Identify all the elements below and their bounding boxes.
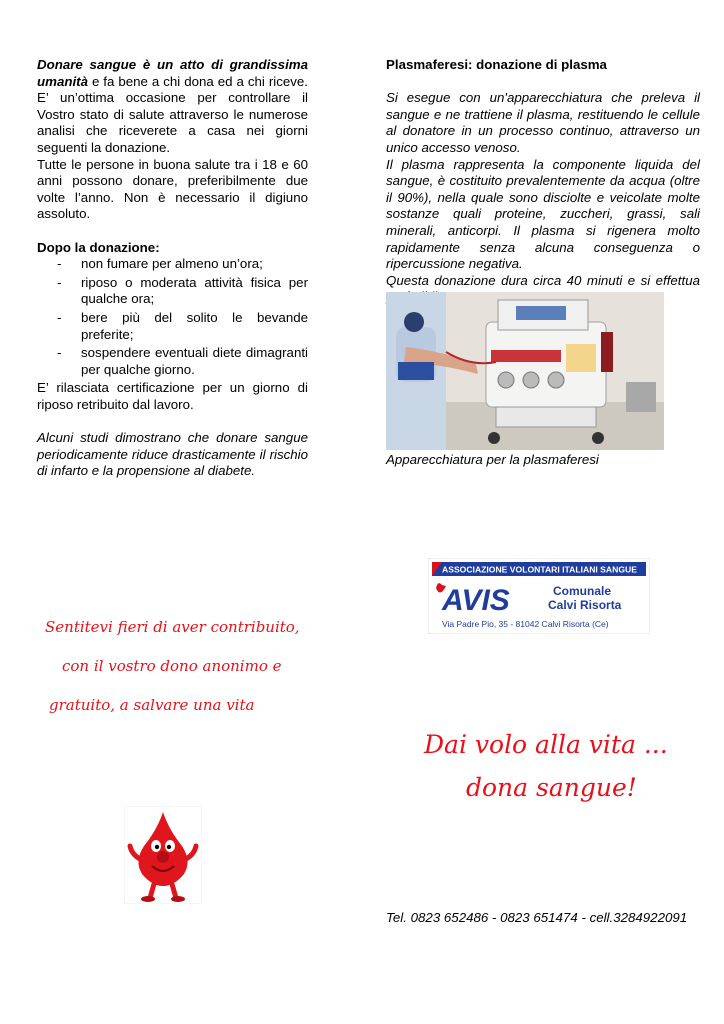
certification-paragraph: E’ rilasciata certificazione per un giorno di riposo retribuito dal lavoro. (37, 380, 308, 412)
list-item: - sospendere eventuali diete dimagranti per qualche giorno. (57, 345, 308, 377)
photo-caption: Apparecchiatura per la plasmaferesi (386, 452, 599, 467)
left-column (37, 57, 308, 480)
dash-bullet: - (57, 274, 62, 290)
blood-drop-mascot-image (124, 806, 202, 904)
avis-logo (428, 558, 650, 634)
logo-banner-text: ASSOCIAZIONE VOLONTARI ITALIANI SANGUE (442, 564, 637, 575)
dash-bullet: - (57, 345, 62, 361)
list-item: - non fumare per almeno un’ora; (57, 256, 263, 272)
plasma-heading: Plasmaferesi: donazione di plasma (386, 57, 607, 72)
plasma-paragraph-2: Il plasma rappresenta la componente liquida del sangue, è costituito prevalentemente da acqua (oltre il 90%), nella quale sono disciolte e veicolate molte sostanze quali proteine, zuccheri, grassi, sali minerali, anticorpi. Il plasma si rigenera molto rapidamente senza alcuna conseguenza o ripercussione negativa. (386, 156, 700, 272)
intro-text: e fa bene a chi dona ed a chi riceve. E’ un’ottima occasione per controllare il Vostro stato di salute attraverso le numerose analisi che riceverete a casa nei giorni seguenti la donazione. (37, 73, 308, 155)
eligibility-paragraph: Tutte le persone in buona salute tra i 18 e 60 anni possono donare, preferibilmente due volte l’anno. Non è necessario il digiuno assoluto. (37, 156, 308, 222)
logo-address: Via Padre Pio, 35 - 81042 Calvi Risorta (Ce) (442, 619, 609, 629)
intro-paragraph (37, 57, 308, 157)
logo-line2: Calvi Risorta (548, 598, 622, 612)
list-item: - riposo o moderata attività fisica per qualche ora; (57, 274, 308, 307)
contact-phones: Tel. 0823 652486 - 0823 651474 - cell.3284922091 (386, 910, 688, 925)
logo-line1: Comunale (553, 584, 612, 598)
right-column (386, 57, 700, 306)
plasma-paragraph-3: Questa donazione dura circa 40 minuti e si effettua (386, 272, 700, 288)
plasmapheresis-machine-photo (386, 292, 664, 450)
intro-bold-text: Donare sangue è un atto di grandissima umanità (37, 57, 308, 89)
proud-line-1: Sentitevi fieri di aver contribuito, (45, 618, 300, 636)
dash-bullet: - (57, 256, 62, 272)
dash-bullet: - (57, 309, 62, 325)
plasma-paragraph-1: Si esegue con un'apparecchiatura che preleva il sangue e ne trattiene il plasma, restituendo le cellule al donatore in un processo continuo, attraverso un unico accesso venoso. (386, 90, 700, 155)
list-item: - bere più del solito le bevande preferite; (57, 309, 308, 342)
proud-line-2: con il vostro dono anonimo e (62, 657, 282, 675)
after-donation-heading: Dopo la donazione: (37, 239, 160, 255)
studies-paragraph: Alcuni studi dimostrano che donare sangue periodicamente riduce drasticamente il rischio di infarto e la propensione al diabete. (37, 430, 308, 479)
slogan-line-1: Dai volo alla vita ... (424, 730, 668, 759)
slogan-line-2: dona sangue! (466, 773, 637, 802)
proud-line-3: gratuito, a salvare una vita (49, 696, 255, 714)
logo-brand-text: AVIS (442, 584, 510, 617)
after-donation-list (37, 256, 308, 378)
